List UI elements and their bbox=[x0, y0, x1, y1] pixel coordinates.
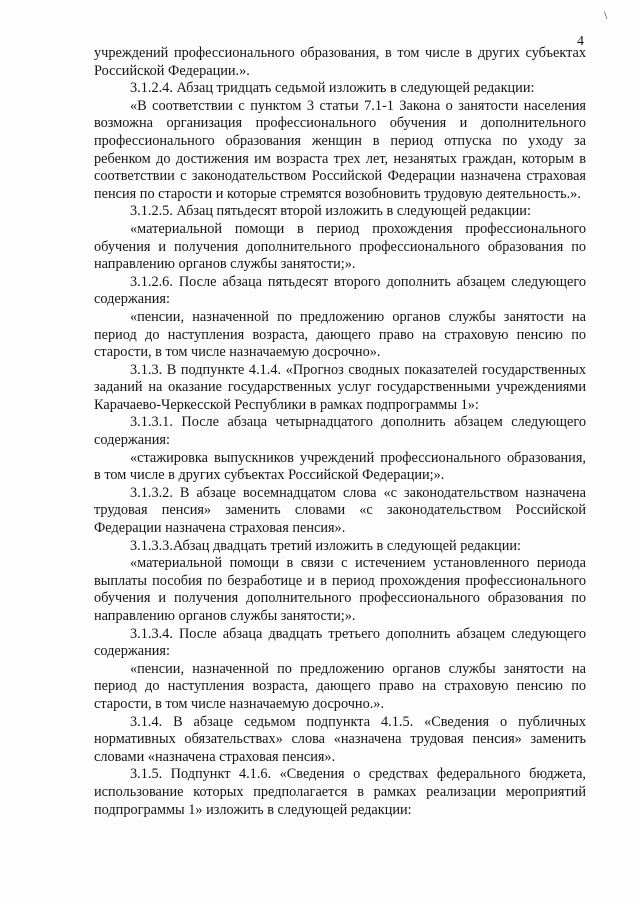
corner-mark: \ bbox=[604, 8, 608, 22]
paragraph: «пенсии, назначенной по предложению органов службы занятости на период до наступления возраста, дающего право на страховую пенсию по старости, в том числе назначаемую досрочно.». bbox=[94, 660, 586, 712]
paragraph: учреждений профессионального образования, в том числе в других субъектах Российской Федерации.». bbox=[94, 45, 586, 79]
paragraph: 3.1.2.5. Абзац пятьдесят второй изложить в следующей редакции: bbox=[130, 203, 531, 220]
paragraph: «материальной помощи в период прохождения профессионального обучения и получения дополнительного профессионального образования по направлению органов службы занятости;». bbox=[94, 220, 586, 273]
paragraph: «стажировка выпускников учреждений профессионального образования, в том числе в других субъектах Российской Федерации;». bbox=[94, 449, 586, 484]
paragraph: 3.1.3.1. После абзаца четырнадцатого дополнить абзацем следующего содержания: bbox=[94, 414, 586, 449]
paragraph: 3.1.3.4. После абзаца двадцать третьего дополнить абзацем следующего содержания: bbox=[94, 625, 586, 660]
paragraph: 3.1.4. В абзаце седьмом подпункта 4.1.5. «Сведения о публичных нормативных обязательствах» слова «назначена трудовая пенсия» заменить словами «назначена страховая пенсия». bbox=[94, 713, 586, 765]
paragraph: 3.1.3. В подпункте 4.1.4. «Прогноз сводных показателей государственных заданий на оказание государственных услуг государственными учреждениями Карачаево-Черкесской Республики в рамках подпрограммы 1»: bbox=[94, 361, 586, 413]
paragraph: 3.1.5. Подпункт 4.1.6. «Сведения о средствах федерального бюджета, использование которых предполагается в рамках реализации мероприятий подпрограммы 1» изложить в следующей редакции: bbox=[94, 766, 586, 818]
page-number: 4 bbox=[577, 34, 584, 49]
paragraph: 3.1.2.4. Абзац тридцать седьмой изложить в следующей редакции: bbox=[130, 80, 535, 97]
paragraph: «материальной помощи в связи с истечением установленного периода выплаты пособия по безработице и в период прохождения профессионального обучения и получения дополнительного профессионального образования по направлению органов службы занятости;». bbox=[94, 555, 586, 624]
paragraph: «В соответствии с пунктом 3 статьи 7.1-1 Закона о занятости населения возможна организация профессионального обучения и дополнительного профессионального образования женщин в период отпуска по уходу за ребенком до достижения им возраста трех лет, незанятых граждан, которым в соответствии с законодательством Российской Федерации назначена страховая пенсия по старости и которые стремятся возобновить трудовую деятельность.». bbox=[94, 97, 586, 202]
paragraph: «пенсии, назначенной по предложению органов службы занятости на период до наступления возраста, дающего право на страховую пенсию по старости, в том числе назначаемую досрочно». bbox=[94, 308, 586, 361]
paragraph: 3.1.3.2. В абзаце восемнадцатом слова «с законодательством назначена трудовая пенсия» заменить словами «с законодательством Российской Федерации назначена страховая пенсия». bbox=[94, 484, 586, 537]
paragraph: 3.1.2.6. После абзаца пятьдесят второго дополнить абзацем следующего содержания: bbox=[94, 273, 586, 308]
document-body bbox=[94, 45, 586, 819]
paragraph: 3.1.3.3.Абзац двадцать третий изложить в следующей редакции: bbox=[130, 537, 521, 554]
